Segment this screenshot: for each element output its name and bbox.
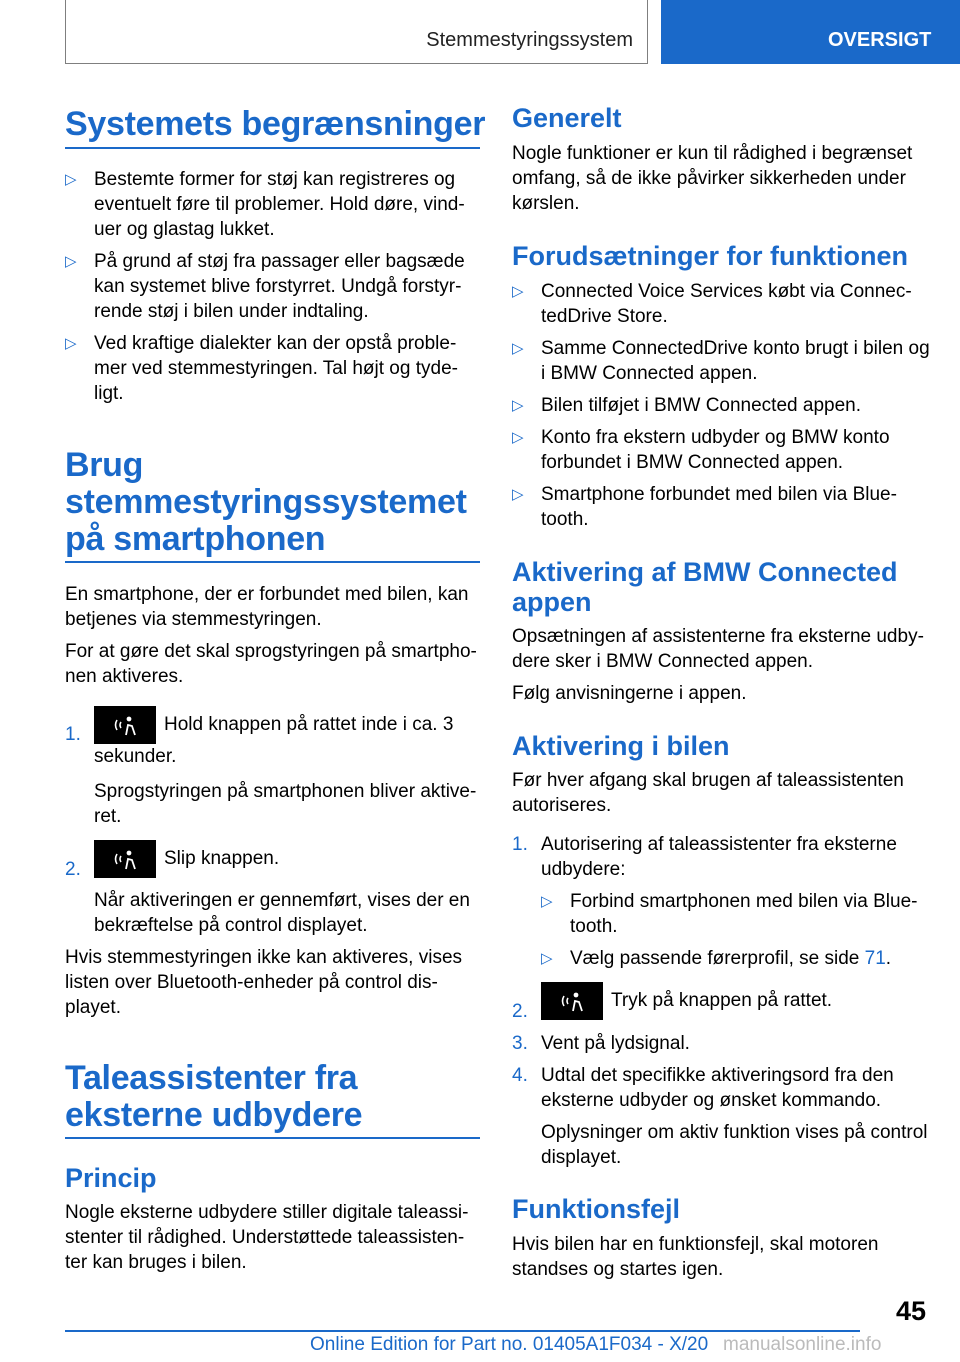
triangle-right-icon: ▷ [512, 486, 524, 503]
header-section-title: Stemmestyringssystem [426, 29, 633, 51]
heading-princip: Princip [65, 1163, 157, 1193]
step-note: Når aktiveringen er gennemført, vises der en bekræftelse på control displayet. [94, 890, 470, 936]
paragraph: Før hver afgang skal brugen af taleassistenten autoriseres. [512, 770, 904, 816]
heading-rule [65, 147, 480, 149]
step-number: 1. [65, 724, 81, 745]
heading-rule [65, 561, 480, 563]
header-section-box [65, 0, 648, 64]
page-link[interactable]: 71 [864, 948, 886, 969]
step-number: 4. [512, 1065, 528, 1086]
paragraph: Følg anvisningerne i appen. [512, 683, 747, 704]
triangle-right-icon: ▷ [541, 893, 553, 910]
triangle-right-icon: ▷ [512, 429, 524, 446]
paragraph: Nogle funktioner er kun til rådighed i begrænset omfang, så de ikke påvirker sikkerheden under kørslen. [512, 143, 913, 214]
heading-activate-app: Aktivering af BMW Connected appen [512, 557, 898, 617]
step-2: Slip knappen. [94, 840, 480, 878]
triangle-right-icon: ▷ [65, 253, 77, 270]
triangle-right-icon: ▷ [512, 283, 524, 300]
step-number: 3. [512, 1033, 528, 1054]
header-tab-label: OVERSIGT [828, 29, 932, 51]
step-2: Tryk på knappen på rattet. [541, 982, 931, 1020]
paragraph: Nogle eksterne udbydere stiller digitale taleassistenter til rådighed. Understøttede taleassistenter kan bruges i bilen. [65, 1202, 469, 1273]
heading-smartphone: Brug stemmestyringssystemet på smartphonen [65, 446, 467, 558]
paragraph: Hvis bilen har en funktionsfejl, skal motoren standses og startes igen. [512, 1234, 879, 1280]
step-number: 2. [512, 1001, 528, 1022]
paragraph: Opsætningen af assistenterne fra eksterne udbydere sker i BMW Connected appen. [512, 626, 924, 672]
footer-rule [65, 1330, 860, 1332]
step-1: Hold knappen på rattet inde i ca. 3 sekunder. [94, 706, 480, 769]
step-note: Sprogstyringen på smartphonen bliver aktiveret. [94, 781, 477, 827]
paragraph: En smartphone, der er forbundet med bilen, kan betjenes via stemmestyringen. [65, 584, 469, 630]
triangle-right-icon: ▷ [65, 335, 77, 352]
paragraph: Hvis stemmestyringen ikke kan aktiveres, vises listen over Bluetooth-enheder på control displayet. [65, 947, 463, 1018]
triangle-right-icon: ▷ [541, 950, 553, 967]
heading-limits: Systemets begrænsninger [65, 105, 486, 143]
triangle-right-icon: ▷ [512, 397, 524, 414]
voice-steering-button-icon [541, 982, 603, 1020]
heading-prerequisites: Forudsætninger for funktionen [512, 241, 908, 271]
step-number: 2. [65, 859, 81, 880]
voice-steering-button-icon [94, 706, 156, 744]
paragraph: For at gøre det skal sprogstyringen på smartphonen aktiveres. [65, 641, 477, 687]
voice-steering-button-icon [94, 840, 156, 878]
footer-edition: Online Edition for Part no. 01405A1F034 - X/20 [310, 1334, 709, 1355]
heading-malfunction: Funktionsfejl [512, 1194, 680, 1224]
page-number: 45 [895, 1296, 926, 1326]
triangle-right-icon: ▷ [512, 340, 524, 357]
header-tab-oversigt[interactable] [661, 0, 960, 64]
step-text: Udtal det specifikke aktiveringsord fra den eksterne udbyder og ønsket kommando. [541, 1065, 894, 1111]
step-text: Autorisering af taleassistenter fra eksterne udbydere: [541, 834, 897, 880]
heading-generelt: Generelt [512, 103, 622, 133]
heading-rule [65, 1137, 480, 1139]
heading-activate-car: Aktivering i bilen [512, 731, 730, 761]
step-number: 1. [512, 834, 528, 855]
heading-external: Taleassistenter fra eksterne udbydere [65, 1059, 363, 1134]
step-text: Vent på lydsignal. [541, 1033, 690, 1054]
triangle-right-icon: ▷ [65, 171, 77, 188]
step-note: Oplysninger om aktiv funktion vises på control displayet. [541, 1122, 928, 1168]
watermark: manualsonline.info [723, 1334, 882, 1355]
